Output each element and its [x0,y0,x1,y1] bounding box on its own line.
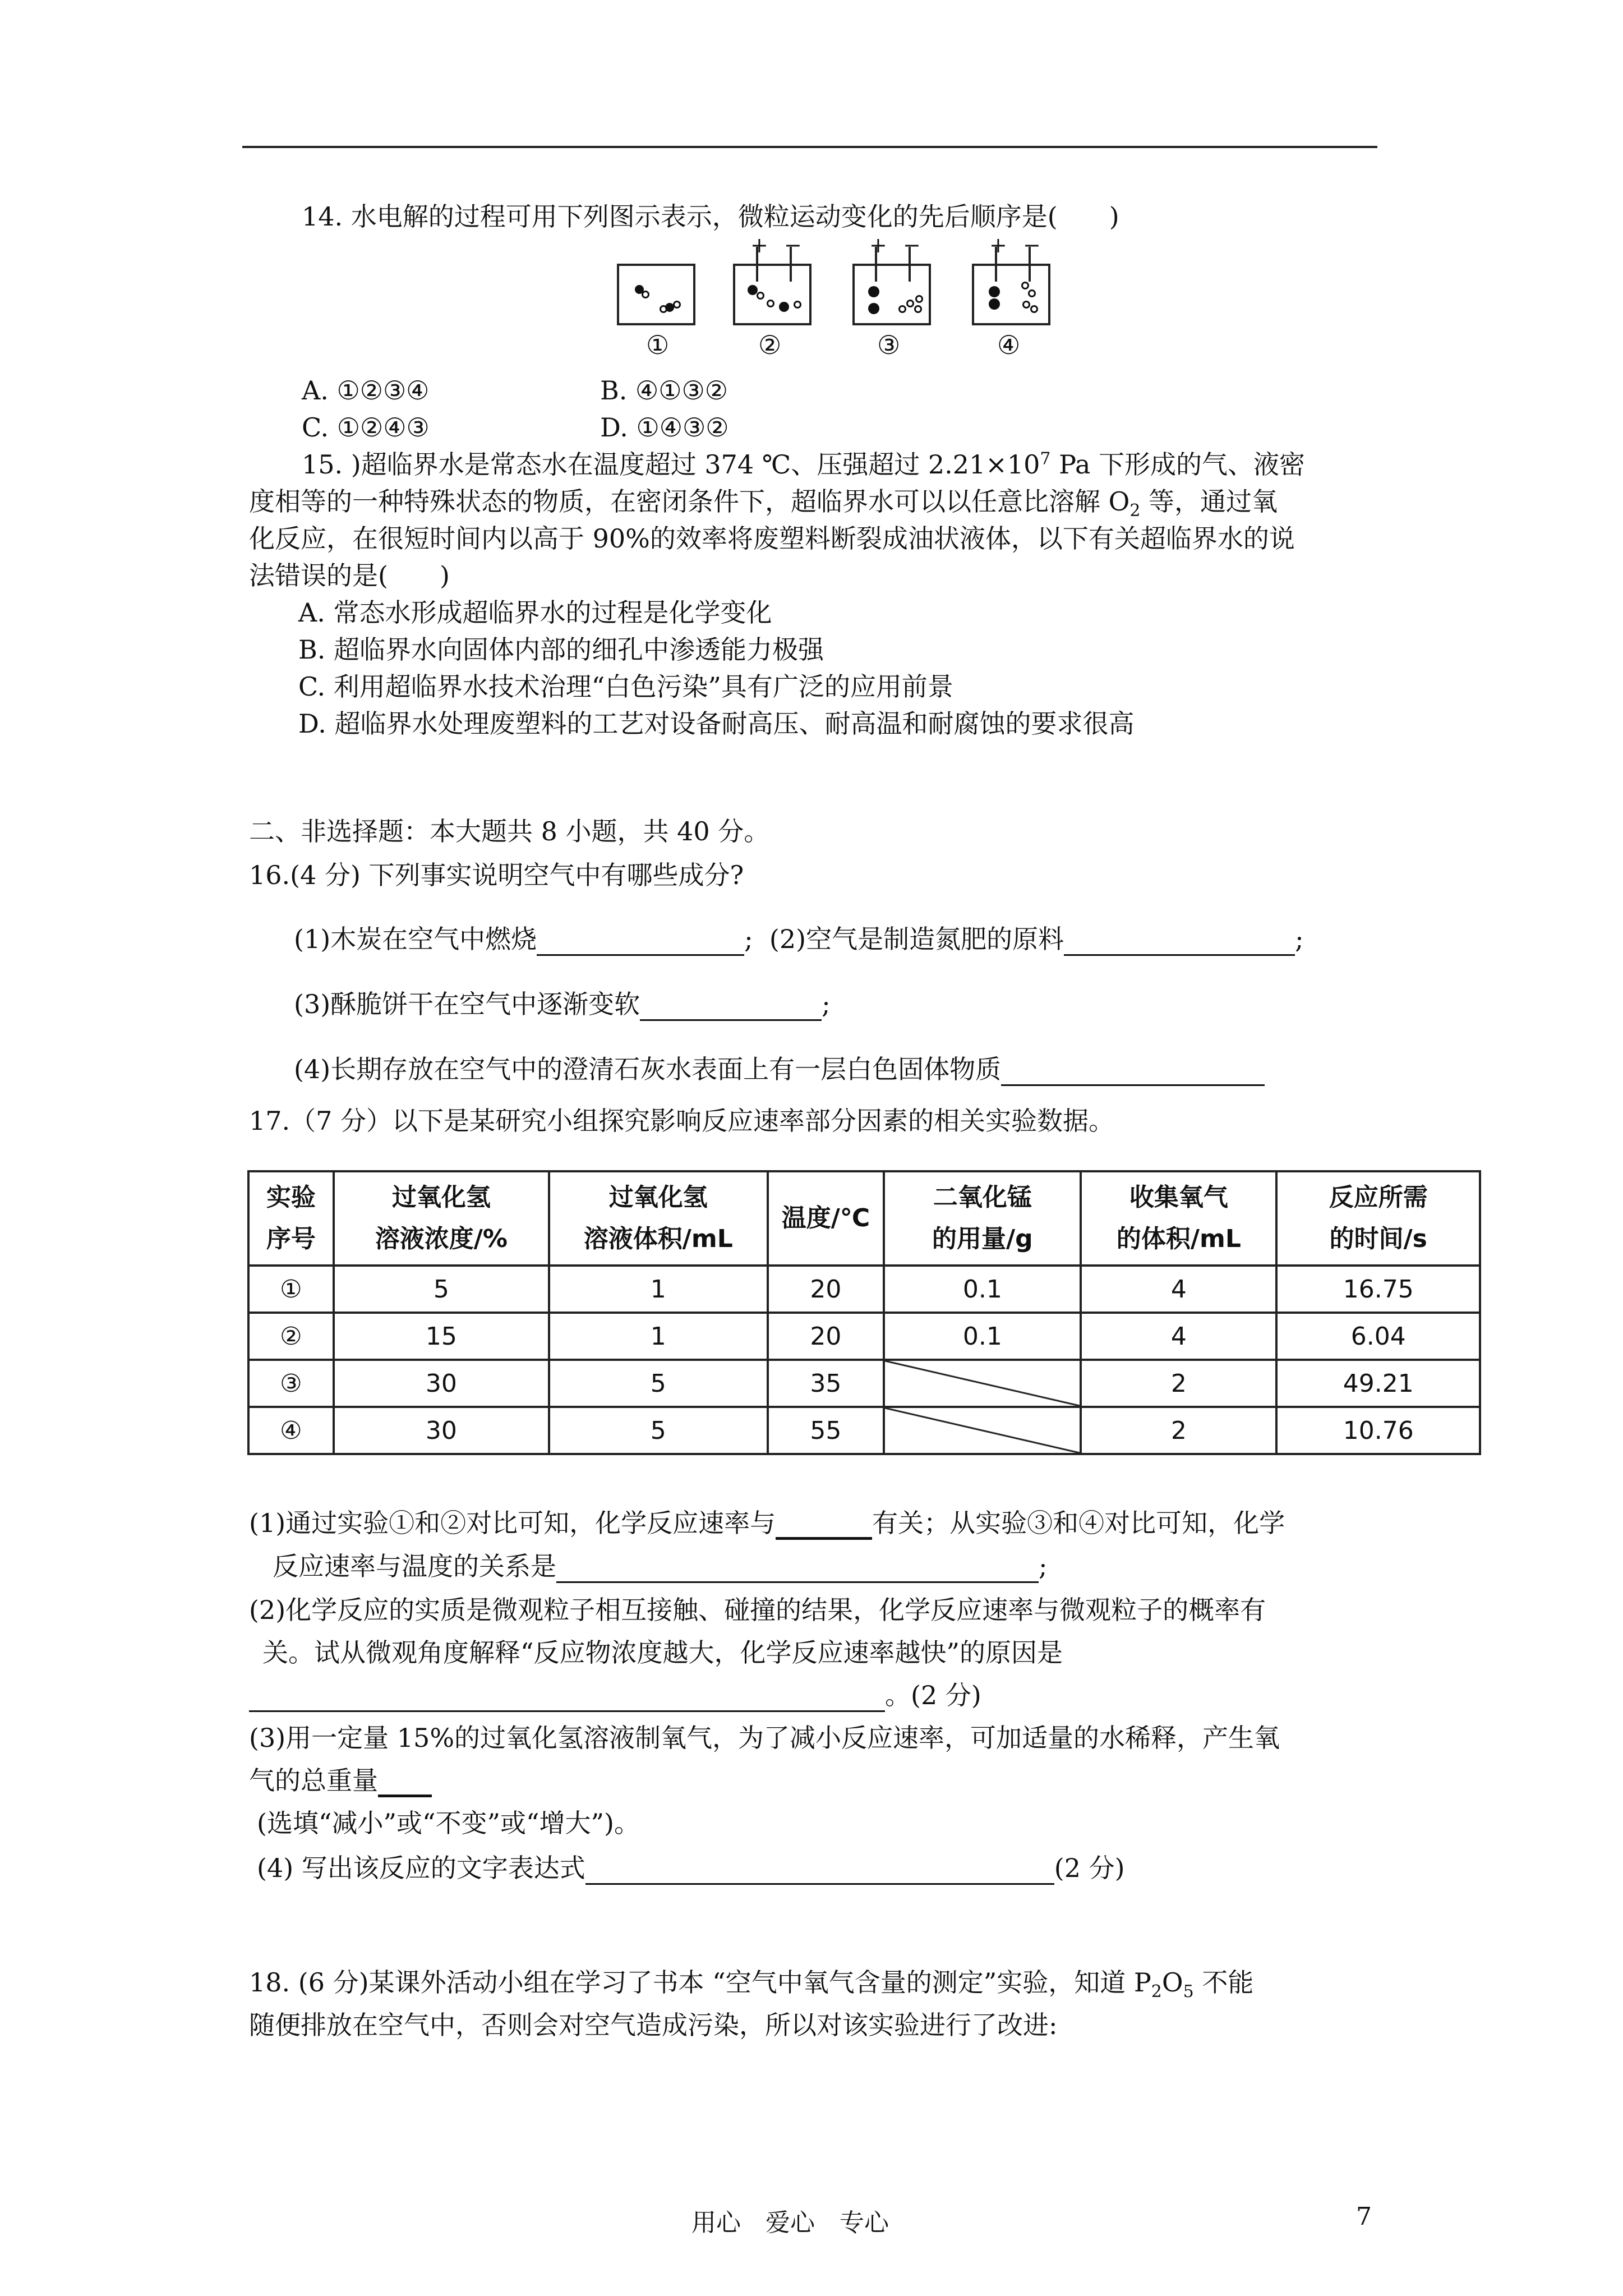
beaker-1 [617,264,695,325]
table-cell: 10.76 [1276,1407,1480,1454]
q16-blank-3[interactable] [640,995,822,1021]
q17-part3-line2: 气的总重量 [249,1764,432,1797]
q16-blank-1[interactable] [537,930,744,956]
col-header-temperature: 温度/℃ [768,1171,884,1266]
q16-item-1-2: (1)木炭在空气中燃烧 ; (2)空气是制造氮肥的原料 ; [294,922,1304,956]
q17-stem: 17.（7 分）以下是某研究小组探究影响反应速率部分因素的相关实验数据。 [249,1106,1115,1136]
empty-slashed-cell [884,1360,1081,1407]
q15-option-a: A. 常态水形成超临界水的过程是化学变化 [298,597,772,628]
table-cell: ③ [248,1360,334,1407]
q17-part4-line: (4) 写出该反应的文字表达式 (2 分) [257,1851,1125,1885]
q15-option-b: B. 超临界水向固体内部的细孔中渗透能力极强 [298,634,824,665]
hydrogen-atom [915,295,923,303]
hydrogen-atom [898,305,906,313]
panel-label-2: ② [758,330,782,360]
table-cell: 30 [334,1407,549,1454]
q15-line-3: 化反应，在很短时间内以高于 90%的效率将废塑料断裂成油状液体，以下有关超临界水的说 [249,523,1295,554]
q16-item-3: (3)酥脆饼干在空气中逐渐变软 [294,989,640,1019]
col-header-concentration: 过氧化氢 溶液浓度/% [334,1171,549,1266]
q15-line-1: 15. )超临界水是常态水在温度超过 374 ℃、压强超过 $2.21\times 10^7$ Pa 下形成的气、液密 [302,449,1306,480]
q17-part1-line2: 反应速率与温度的关系是 ; [273,1549,1048,1583]
q14-option-a: A. ①②③④ [302,375,430,406]
header-rule [242,146,1377,148]
q17-part2-line1: (2)化学反应的实质是微观粒子相互接触、碰撞的结果，化学反应速率与微观粒子的概率有 [249,1595,1266,1625]
table-cell: 0.1 [884,1313,1081,1360]
q17-blank-5[interactable] [585,1858,1054,1885]
q16-stem: 16.(4 分) 下列事实说明空气中有哪些成分? [249,860,744,890]
footer-motto: 用心 爱心 专心 [691,2208,889,2237]
hydrogen-atom [1021,282,1029,289]
beaker-3 [852,264,931,325]
hydrogen-atom [642,291,649,298]
hydrogen-atom [794,301,801,309]
hydrogen-atom [914,305,922,313]
negative-sign: − [1023,233,1041,257]
oxygen-atom [748,285,758,295]
table-cell: 16.75 [1276,1266,1480,1313]
col-header-mno2: 二氧化锰 的用量/g [884,1171,1081,1266]
col-header-time: 反应所需 的时间/s [1276,1171,1480,1266]
table-cell: 20 [768,1266,884,1313]
q14-option-c: C. ①②④③ [302,412,430,443]
negative-sign: − [784,233,802,257]
hydrogen-atom [1028,289,1036,297]
positive-sign: + [750,233,768,257]
q16-item-4: (4)长期存放在空气中的澄清石灰水表面上有一层白色固体物质 [294,1054,1002,1084]
q16-blank-2[interactable] [1064,930,1295,956]
q17-blank-1[interactable] [776,1512,872,1540]
q17-part2-line2: 关。试从微观角度解释“反应物浓度越大，化学反应速率越快”的原因是 [262,1637,1063,1668]
panel-label-3: ③ [877,330,901,360]
table-row [248,1313,1480,1360]
col-header-volume: 过氧化氢 溶液体积/mL [549,1171,768,1266]
q14-option-d: D. ①④③② [600,412,729,443]
q17-blank-4[interactable] [378,1770,432,1797]
hydrogen-atom [1022,301,1030,309]
hydrogen-atom [673,301,681,309]
table-cell: 5 [549,1407,768,1454]
hydrogen-atom [757,292,764,300]
q15-option-d: D. 超临界水处理废塑料的工艺对设备耐高压、耐高温和耐腐蚀的要求很高 [298,708,1135,739]
table-cell: 5 [549,1360,768,1407]
table-cell: 4 [1081,1266,1276,1313]
section-2-heading: 二、非选择题：本大题共 8 小题，共 40 分。 [249,816,770,846]
oxygen-atom [779,302,789,312]
panel-label-1: ① [646,330,670,360]
q17-blank-2[interactable] [556,1557,1039,1583]
table-cell: 55 [768,1407,884,1454]
hydrogen-atom [906,300,914,307]
page-number: 7 [1356,2202,1372,2231]
table-cell: 4 [1081,1313,1276,1360]
table-cell: 1 [549,1313,768,1360]
table-cell: 15 [334,1313,549,1360]
q17-part3-line3: (选填“减小”或“不变”或“增大”)。 [257,1808,640,1838]
table-cell: 20 [768,1313,884,1360]
oxygen-atom [868,303,879,314]
q15-line-4: 法错误的是( ) [249,560,450,591]
panel-label-4: ④ [997,330,1021,360]
positive-sign: + [869,233,887,257]
table-cell: 1 [549,1266,768,1313]
q16-item-3-line: (3)酥脆饼干在空气中逐渐变软 ; [294,987,831,1021]
col-header-oxygen-volume: 收集氧气 的体积/mL [1081,1171,1276,1266]
table-cell: 30 [334,1360,549,1407]
table-cell: ① [248,1266,334,1313]
q16-item-2: (2)空气是制造氮肥的原料 [769,924,1064,954]
table-cell: ④ [248,1407,334,1454]
q14-stem: 14. 水电解的过程可用下列图示表示，微粒运动变化的先后顺序是( ) [302,201,1119,232]
table-row [248,1360,1480,1407]
negative-sign: − [903,233,921,257]
q17-part3-line1: (3)用一定量 15%的过氧化氢溶液制氧气，为了减小反应速率，可加适量的水稀释，产生氧 [249,1723,1280,1753]
empty-slashed-cell [884,1407,1081,1454]
q17-blank-3[interactable] [249,1686,885,1712]
q17-part2-line3: 。(2 分) [249,1678,981,1712]
oxygen-atom [868,286,879,297]
table-cell: 2 [1081,1407,1276,1454]
q15-option-c: C. 利用超临界水技术治理“白色污染”具有广泛的应用前景 [298,671,953,702]
q16-item-4-line [294,1052,1265,1086]
table-cell: 2 [1081,1360,1276,1407]
q18-line-2: 随便排放在空气中，否则会对空气造成污染，所以对该实验进行了改进: [249,2010,1058,2040]
hydrogen-atom [1030,305,1038,313]
table-cell: ② [248,1313,334,1360]
q18-line-1: 18. (6 分)某课外活动小组在学习了书本 “空气中氧气含量的测定”实验，知道 $P_2O_5$ 不能 [249,1967,1254,2002]
hydrogen-atom [767,300,774,307]
table-row [248,1266,1480,1313]
beaker-4 [972,264,1050,325]
q14-option-b: B. ④①③② [600,375,728,406]
experiment-data-table [247,1170,1481,1455]
beaker-2 [733,264,811,325]
table-cell: 49.21 [1276,1360,1480,1407]
table-cell: 0.1 [884,1266,1081,1313]
table-cell: 6.04 [1276,1313,1480,1360]
table-cell: 5 [334,1266,549,1313]
col-header-id: 实验 序号 [248,1171,334,1266]
oxygen-atom [989,298,1000,310]
q16-item-1: (1)木炭在空气中燃烧 [294,924,537,954]
q15-line-2: 度相等的一种特殊状态的物质，在密闭条件下，超临界水可以以任意比溶解 $O_2$ 等，通过氧 [249,486,1278,521]
table-header-row [248,1171,1480,1266]
q17-part1-line1: (1)通过实验①和②对比可知，化学反应速率与 有关；从实验③和④对比可知，化学 [249,1506,1285,1540]
table-row [248,1407,1480,1454]
q16-blank-4[interactable] [1001,1060,1265,1086]
table-cell: 35 [768,1360,884,1407]
oxygen-atom [989,286,1000,297]
positive-sign: + [989,233,1007,257]
